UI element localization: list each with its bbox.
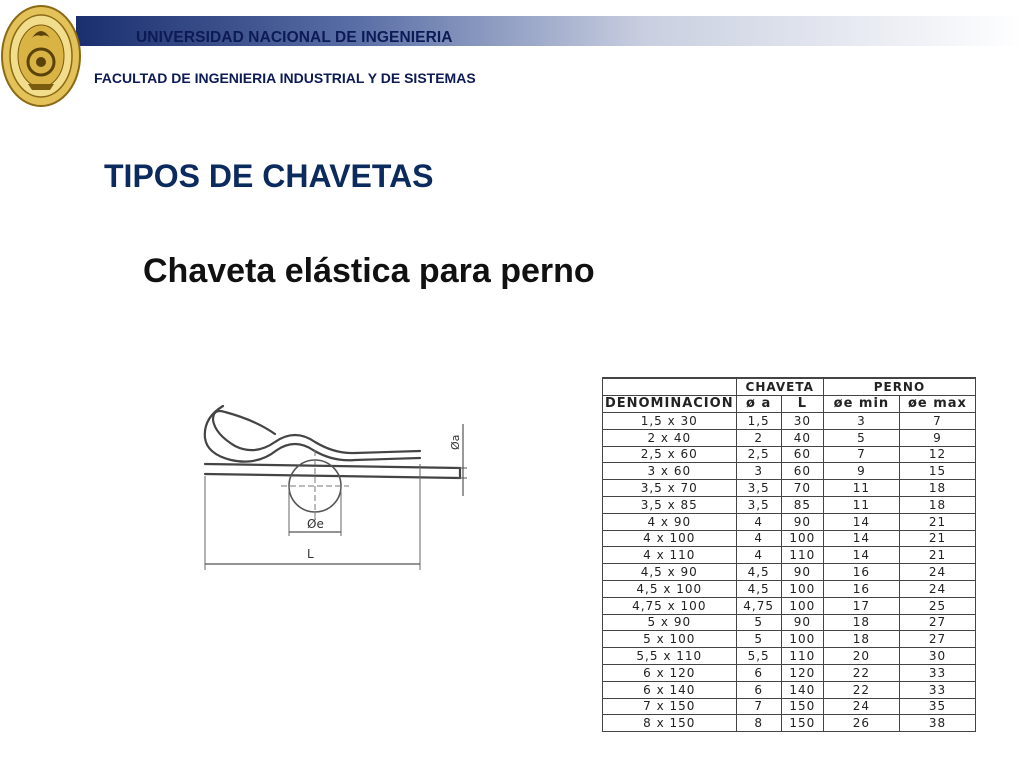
table-cell: 5 x 100 (603, 631, 737, 648)
table-cell: 24 (899, 580, 975, 597)
table-cell: 16 (823, 580, 899, 597)
table-cell: 4 (736, 513, 781, 530)
table-cell: 4 x 100 (603, 530, 737, 547)
table-cell: 2,5 (736, 446, 781, 463)
table-cell: 15 (899, 463, 975, 480)
table-row (603, 530, 976, 547)
table-cell: 90 (781, 513, 823, 530)
table-cell: 4 x 110 (603, 547, 737, 564)
table-row (603, 463, 976, 480)
table-cell: 3,5 x 70 (603, 480, 737, 497)
table-cell: 21 (899, 513, 975, 530)
table-row (603, 681, 976, 698)
table-cell: 4,75 (736, 597, 781, 614)
table-cell: 4,75 x 100 (603, 597, 737, 614)
table-cell: 110 (781, 648, 823, 665)
table-row (603, 648, 976, 665)
table-cell: 33 (899, 664, 975, 681)
table-cell: 90 (781, 564, 823, 581)
table-cell: 60 (781, 446, 823, 463)
table-cell: 14 (823, 513, 899, 530)
table-cell: 18 (899, 480, 975, 497)
table-cell: 5 x 90 (603, 614, 737, 631)
table-cell: 90 (781, 614, 823, 631)
table-row (603, 631, 976, 648)
table-cell: 8 (736, 715, 781, 732)
table-cell: 24 (899, 564, 975, 581)
table-cell: 9 (899, 429, 975, 446)
table-cell: 21 (899, 547, 975, 564)
table-cell: 120 (781, 664, 823, 681)
table-cell: 6 x 120 (603, 664, 737, 681)
table-cell: 4,5 x 100 (603, 580, 737, 597)
column-header-row (603, 396, 976, 413)
dim-label-L: L (307, 547, 314, 561)
table-row (603, 614, 976, 631)
table-row (603, 496, 976, 513)
table-cell: 4,5 x 90 (603, 564, 737, 581)
table-cell: 17 (823, 597, 899, 614)
slide-title: TIPOS DE CHAVETAS (104, 158, 434, 194)
university-name: UNIVERSIDAD NACIONAL DE INGENIERIA (136, 29, 453, 46)
dim-label-e: Øe (307, 517, 324, 531)
table-cell: 2,5 x 60 (603, 446, 737, 463)
table-cell: 7 (736, 698, 781, 715)
table-row (603, 547, 976, 564)
table-row (603, 513, 976, 530)
group-header-perno: PERNO (823, 378, 975, 396)
table-cell: 6 (736, 664, 781, 681)
table-cell: 3,5 (736, 496, 781, 513)
table-cell: 1,5 (736, 413, 781, 430)
table-cell: 8 x 150 (603, 715, 737, 732)
spring-pin-drawing (195, 404, 525, 574)
table-cell: 3 x 60 (603, 463, 737, 480)
table-cell: 16 (823, 564, 899, 581)
spec-table-body (603, 413, 976, 732)
table-cell: 18 (899, 496, 975, 513)
table-cell: 7 (823, 446, 899, 463)
table-cell: 5 (736, 631, 781, 648)
spec-table (602, 377, 976, 732)
dim-label-a: Øa (449, 434, 462, 450)
table-cell: 27 (899, 614, 975, 631)
table-cell: 7 x 150 (603, 698, 737, 715)
table-cell: 20 (823, 648, 899, 665)
table-cell: 3 (736, 463, 781, 480)
table-cell: 5,5 (736, 648, 781, 665)
table-cell: 21 (899, 530, 975, 547)
table-cell: 100 (781, 580, 823, 597)
table-cell: 4 (736, 547, 781, 564)
table-cell: 18 (823, 631, 899, 648)
column-header: DENOMINACION (603, 396, 737, 413)
table-row (603, 597, 976, 614)
table-cell: 4 x 90 (603, 513, 737, 530)
table-row (603, 413, 976, 430)
university-seal-logo (0, 0, 82, 108)
table-cell: 150 (781, 715, 823, 732)
table-cell: 110 (781, 547, 823, 564)
table-cell: 22 (823, 681, 899, 698)
table-row (603, 664, 976, 681)
table-cell: 22 (823, 664, 899, 681)
column-header: L (781, 396, 823, 413)
table-cell: 1,5 x 30 (603, 413, 737, 430)
table-row (603, 698, 976, 715)
table-cell: 5 (736, 614, 781, 631)
table-cell: 14 (823, 530, 899, 547)
table-cell: 85 (781, 496, 823, 513)
faculty-name: FACULTAD DE INGENIERIA INDUSTRIAL Y DE SISTEMAS (94, 70, 476, 86)
table-cell: 11 (823, 496, 899, 513)
table-cell: 4,5 (736, 564, 781, 581)
table-cell: 25 (899, 597, 975, 614)
table-cell: 70 (781, 480, 823, 497)
table-cell: 3,5 x 85 (603, 496, 737, 513)
table-cell: 38 (899, 715, 975, 732)
table-cell: 30 (781, 413, 823, 430)
table-cell: 100 (781, 597, 823, 614)
table-cell: 2 (736, 429, 781, 446)
table-cell: 35 (899, 698, 975, 715)
table-cell: 26 (823, 715, 899, 732)
table-row (603, 480, 976, 497)
column-header: øe min (823, 396, 899, 413)
group-header-chaveta: CHAVETA (736, 378, 823, 396)
table-cell: 5,5 x 110 (603, 648, 737, 665)
column-header: øe max (899, 396, 975, 413)
slide-subtitle: Chaveta elástica para perno (143, 252, 595, 290)
table-cell: 140 (781, 681, 823, 698)
spec-table-container (602, 377, 976, 732)
table-cell: 33 (899, 681, 975, 698)
table-cell: 11 (823, 480, 899, 497)
table-cell: 6 x 140 (603, 681, 737, 698)
table-cell: 60 (781, 463, 823, 480)
table-row (603, 429, 976, 446)
table-row (603, 715, 976, 732)
table-cell: 12 (899, 446, 975, 463)
table-cell: 6 (736, 681, 781, 698)
table-cell: 40 (781, 429, 823, 446)
table-cell: 24 (823, 698, 899, 715)
table-cell: 14 (823, 547, 899, 564)
table-cell: 150 (781, 698, 823, 715)
table-cell: 100 (781, 530, 823, 547)
table-cell: 27 (899, 631, 975, 648)
table-cell: 4,5 (736, 580, 781, 597)
table-cell: 3,5 (736, 480, 781, 497)
table-cell: 7 (899, 413, 975, 430)
table-cell: 9 (823, 463, 899, 480)
table-cell: 30 (899, 648, 975, 665)
table-cell: 2 x 40 (603, 429, 737, 446)
table-row (603, 580, 976, 597)
table-cell: 3 (823, 413, 899, 430)
table-cell: 4 (736, 530, 781, 547)
table-cell: 100 (781, 631, 823, 648)
column-header: ø a (736, 396, 781, 413)
table-row (603, 564, 976, 581)
table-cell: 5 (823, 429, 899, 446)
header-blank (603, 378, 737, 396)
table-cell: 18 (823, 614, 899, 631)
table-row (603, 446, 976, 463)
